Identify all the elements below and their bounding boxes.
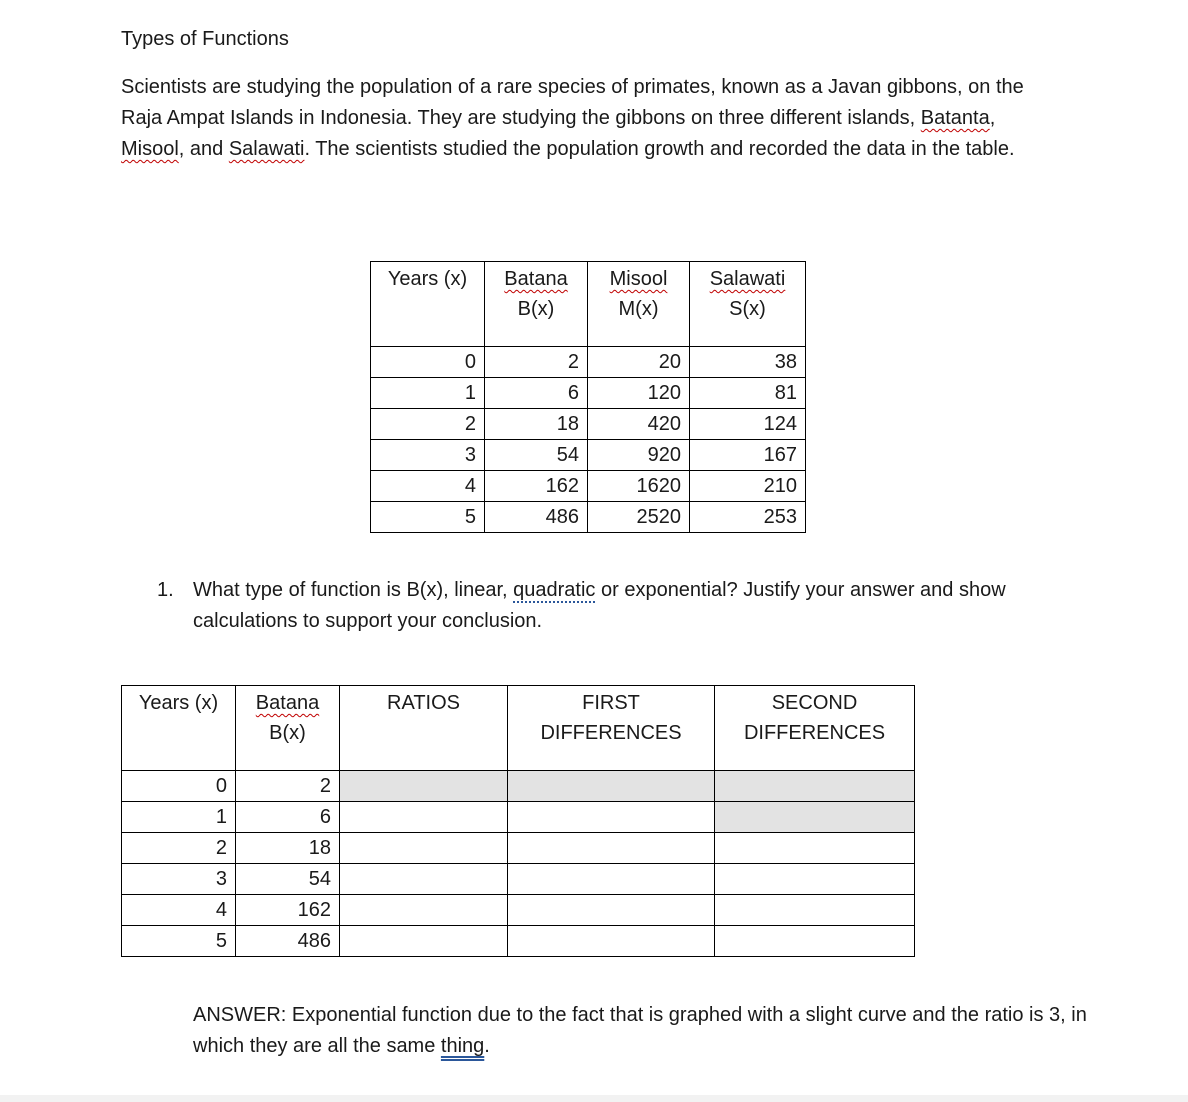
table-row: [371, 471, 806, 502]
intro-sep: ,: [989, 107, 996, 129]
cell-second-diff[interactable]: [715, 864, 915, 895]
header-batana-label: Batana: [504, 268, 568, 290]
question-text-part: What type of function is B(x), linear,: [193, 579, 514, 601]
cell-b: 18: [485, 409, 588, 440]
header-misool-fn: M(x): [618, 298, 659, 320]
cell-b: 2: [236, 771, 340, 802]
answer-text: .: [484, 1035, 490, 1057]
section-heading: Types of Functions: [121, 28, 289, 50]
header-salawati-fn: S(x): [729, 298, 766, 320]
cell-second-diff[interactable]: [715, 771, 915, 802]
cell-s: 210: [690, 471, 806, 502]
table-row: [122, 895, 915, 926]
cell-second-diff[interactable]: [715, 833, 915, 864]
table-row: [122, 833, 915, 864]
cell-x: 1: [122, 802, 236, 833]
table-row: [371, 347, 806, 378]
cell-s: 167: [690, 440, 806, 471]
header-batana: [236, 686, 340, 771]
cell-ratio[interactable]: [340, 802, 508, 833]
header-first-differences: [508, 686, 715, 771]
cell-second-diff[interactable]: [715, 802, 915, 833]
question-number: 1.: [157, 579, 174, 601]
cell-s: 124: [690, 409, 806, 440]
question-text: [193, 575, 1057, 637]
cell-x: 0: [371, 347, 485, 378]
page-bottom-edge: [0, 1095, 1188, 1102]
header-batana-fn: B(x): [269, 722, 306, 744]
cell-ratio[interactable]: [340, 771, 508, 802]
header-salawati: [690, 262, 806, 347]
cell-second-diff[interactable]: [715, 926, 915, 957]
island-misool: Misool: [121, 138, 179, 160]
cell-second-diff[interactable]: [715, 895, 915, 926]
island-salawati: Salawati: [228, 138, 305, 160]
header-batana: [485, 262, 588, 347]
cell-ratio[interactable]: [340, 926, 508, 957]
cell-first-diff[interactable]: [508, 771, 715, 802]
cell-b: 6: [236, 802, 340, 833]
cell-x: 0: [122, 771, 236, 802]
cell-x: 3: [122, 864, 236, 895]
cell-first-diff[interactable]: [508, 895, 715, 926]
cell-m: 20: [588, 347, 690, 378]
cell-x: 5: [371, 502, 485, 533]
cell-x: 2: [122, 833, 236, 864]
table-row: [122, 864, 915, 895]
cell-b: 162: [236, 895, 340, 926]
island-batanta: Batanta: [920, 107, 990, 129]
cell-b: 486: [236, 926, 340, 957]
header-first-label: FIRST: [582, 692, 640, 714]
table-row: [371, 378, 806, 409]
cell-x: 4: [122, 895, 236, 926]
question-text-part: or exponential? Justify your answer and show calculations to support your conclusion.: [193, 579, 1006, 632]
table-header-row: [122, 686, 915, 771]
cell-m: 920: [588, 440, 690, 471]
cell-x: 3: [371, 440, 485, 471]
table-row: [371, 502, 806, 533]
header-second-differences: [715, 686, 915, 771]
cell-x: 5: [122, 926, 236, 957]
cell-b: 54: [236, 864, 340, 895]
analysis-table: [121, 685, 915, 957]
cell-b: 2: [485, 347, 588, 378]
intro-paragraph: [121, 72, 1051, 165]
cell-ratio[interactable]: [340, 864, 508, 895]
intro-text: Scientists are studying the population of a rare species of primates, known as a Javan gibbons, on the Raja Ampat Islands in Indonesia. They are studying the gibbons on three different islands,: [121, 76, 1024, 129]
cell-m: 2520: [588, 502, 690, 533]
cell-m: 1620: [588, 471, 690, 502]
table-row: [371, 440, 806, 471]
question-underlined-word: quadratic: [513, 579, 596, 601]
answer-text: ANSWER: Exponential function due to the fact that is graphed with a slight curve and the ratio is 3, in which they are all the same: [193, 1004, 1087, 1057]
cell-s: 38: [690, 347, 806, 378]
cell-x: 4: [371, 471, 485, 502]
intro-text: . The scientists studied the population growth and recorded the data in the table.: [304, 138, 1015, 160]
header-first-label2: DIFFERENCES: [540, 722, 682, 744]
header-second-label2: DIFFERENCES: [743, 722, 886, 744]
header-salawati-label: Salawati: [709, 268, 786, 290]
cell-first-diff[interactable]: [508, 833, 715, 864]
cell-first-diff[interactable]: [508, 926, 715, 957]
header-misool: [588, 262, 690, 347]
cell-b: 18: [236, 833, 340, 864]
table-row: [122, 802, 915, 833]
cell-first-diff[interactable]: [508, 864, 715, 895]
answer-underlined-word: thing: [440, 1035, 485, 1057]
header-years: Years (x): [122, 686, 236, 771]
header-second-label: SECOND: [771, 692, 858, 714]
population-table: [370, 261, 806, 533]
cell-b: 486: [485, 502, 588, 533]
cell-x: 2: [371, 409, 485, 440]
cell-s: 81: [690, 378, 806, 409]
cell-b: 6: [485, 378, 588, 409]
cell-m: 120: [588, 378, 690, 409]
question-1: [157, 575, 1057, 637]
header-years: Years (x): [371, 262, 485, 347]
cell-b: 162: [485, 471, 588, 502]
intro-sep: , and: [178, 138, 229, 160]
cell-b: 54: [485, 440, 588, 471]
cell-ratio[interactable]: [340, 895, 508, 926]
table-row: [371, 409, 806, 440]
answer-paragraph[interactable]: [193, 1000, 1093, 1062]
header-batana-label: Batana: [255, 692, 320, 714]
cell-ratio[interactable]: [340, 833, 508, 864]
table-row: [122, 926, 915, 957]
cell-x: 1: [371, 378, 485, 409]
header-misool-label: Misool: [609, 268, 668, 290]
header-batana-fn: B(x): [517, 298, 555, 320]
table-header-row: [371, 262, 806, 347]
cell-s: 253: [690, 502, 806, 533]
table-row: [122, 771, 915, 802]
header-ratios: RATIOS: [340, 686, 508, 771]
cell-m: 420: [588, 409, 690, 440]
cell-first-diff[interactable]: [508, 802, 715, 833]
